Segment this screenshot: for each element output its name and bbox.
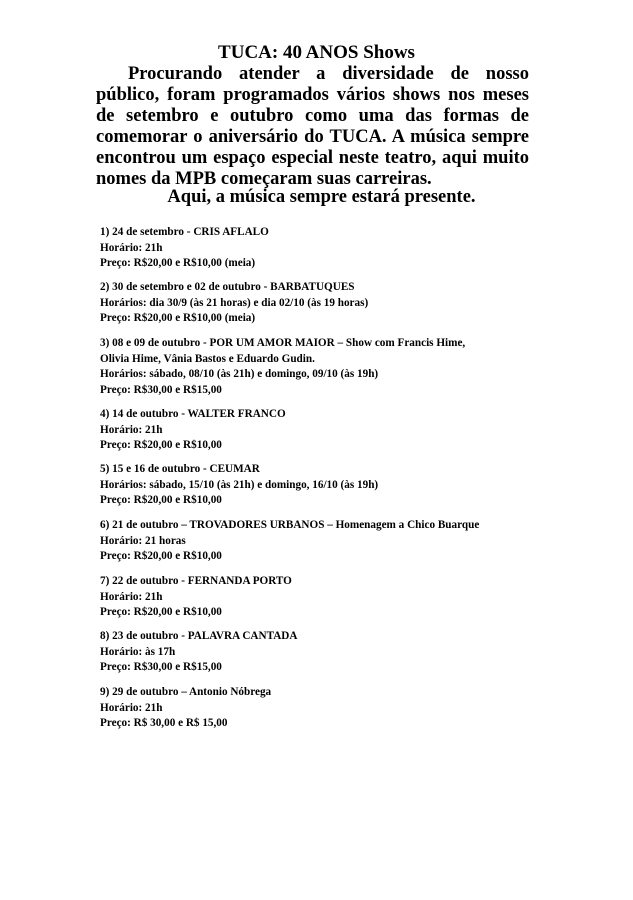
show-date-artist: 7) 22 de outubro - FERNANDA PORTO (100, 575, 292, 587)
show-item (100, 462, 570, 509)
intro-paragraph: Procurando atender a diversidade de nosso público, foram programados vários shows nos meses de setembro e outubro como uma das formas de comemorar o aniversário do TUCA. A música sempre encontrou um espaço especial neste teatro, aqui muito nomes da MPB começaram suas carreiras. (96, 64, 529, 189)
show-item (100, 336, 570, 398)
show-time: Horários: sábado, 15/10 (às 21h) e domingo, 16/10 (às 19h) (100, 478, 379, 491)
show-date-artist: 5) 15 e 16 de outubro - CEUMAR (100, 463, 260, 475)
document-title: TUCA: 40 ANOS Shows (218, 42, 415, 63)
show-date-artist: 8) 23 de outubro - PALAVRA CANTADA (100, 630, 298, 642)
show-item (100, 280, 570, 327)
show-item (100, 574, 570, 621)
show-time: Horário: 21 horas (100, 534, 186, 547)
show-item (100, 407, 570, 454)
show-date-artist: 1) 24 de setembro - CRIS AFLALO (100, 226, 269, 238)
show-date-artist: 3) 08 e 09 de outubro - POR UM AMOR MAIOR – Show com Francis Hime, (100, 337, 466, 349)
show-item (100, 629, 570, 676)
show-time: Horário: 21h (100, 701, 163, 714)
show-date-artist: 6) 21 de outubro – TROVADORES URBANOS – Homenagem a Chico Buarque (100, 519, 480, 531)
show-date-artist: 9) 29 de outubro – Antonio Nóbrega (100, 686, 272, 698)
show-price: Preço: R$20,00 e R$10,00 (100, 439, 222, 451)
show-time: Horário: 21h (100, 423, 163, 436)
show-item (100, 685, 570, 732)
show-time: Horários: dia 30/9 (às 21 horas) e dia 02/10 (às 19 horas) (100, 296, 369, 309)
show-date-artist: 4) 14 de outubro - WALTER FRANCO (100, 408, 286, 420)
show-performers: Olivia Hime, Vânia Bastos e Eduardo Gudin. (100, 352, 315, 365)
show-price: Preço: R$30,00 e R$15,00 (100, 383, 222, 396)
show-price: Preço: R$20,00 e R$10,00 (meia) (100, 257, 256, 269)
show-price: Preço: R$20,00 e R$10,00 (100, 606, 222, 618)
show-price: Preço: R$20,00 e R$10,00 (100, 550, 222, 562)
show-time: Horário: às 17h (100, 645, 176, 658)
show-item (100, 225, 570, 272)
show-price: Preço: R$20,00 e R$10,00 (100, 494, 222, 506)
show-time: Horário: 21h (100, 590, 163, 603)
show-price: Preço: R$20,00 e R$10,00 (meia) (100, 312, 256, 324)
show-date-artist: 2) 30 de setembro e 02 de outubro - BARBATUQUES (100, 281, 355, 293)
show-price: Preço: R$ 30,00 e R$ 15,00 (100, 717, 228, 729)
show-price: Preço: R$30,00 e R$15,00 (100, 661, 222, 673)
closing-line: Aqui, a música sempre estará presente. (167, 187, 476, 207)
show-item (100, 518, 570, 565)
show-time: Horário: 21h (100, 241, 163, 254)
show-time: Horários: sábado, 08/10 (às 21h) e domingo, 09/10 (às 19h) (100, 368, 379, 380)
